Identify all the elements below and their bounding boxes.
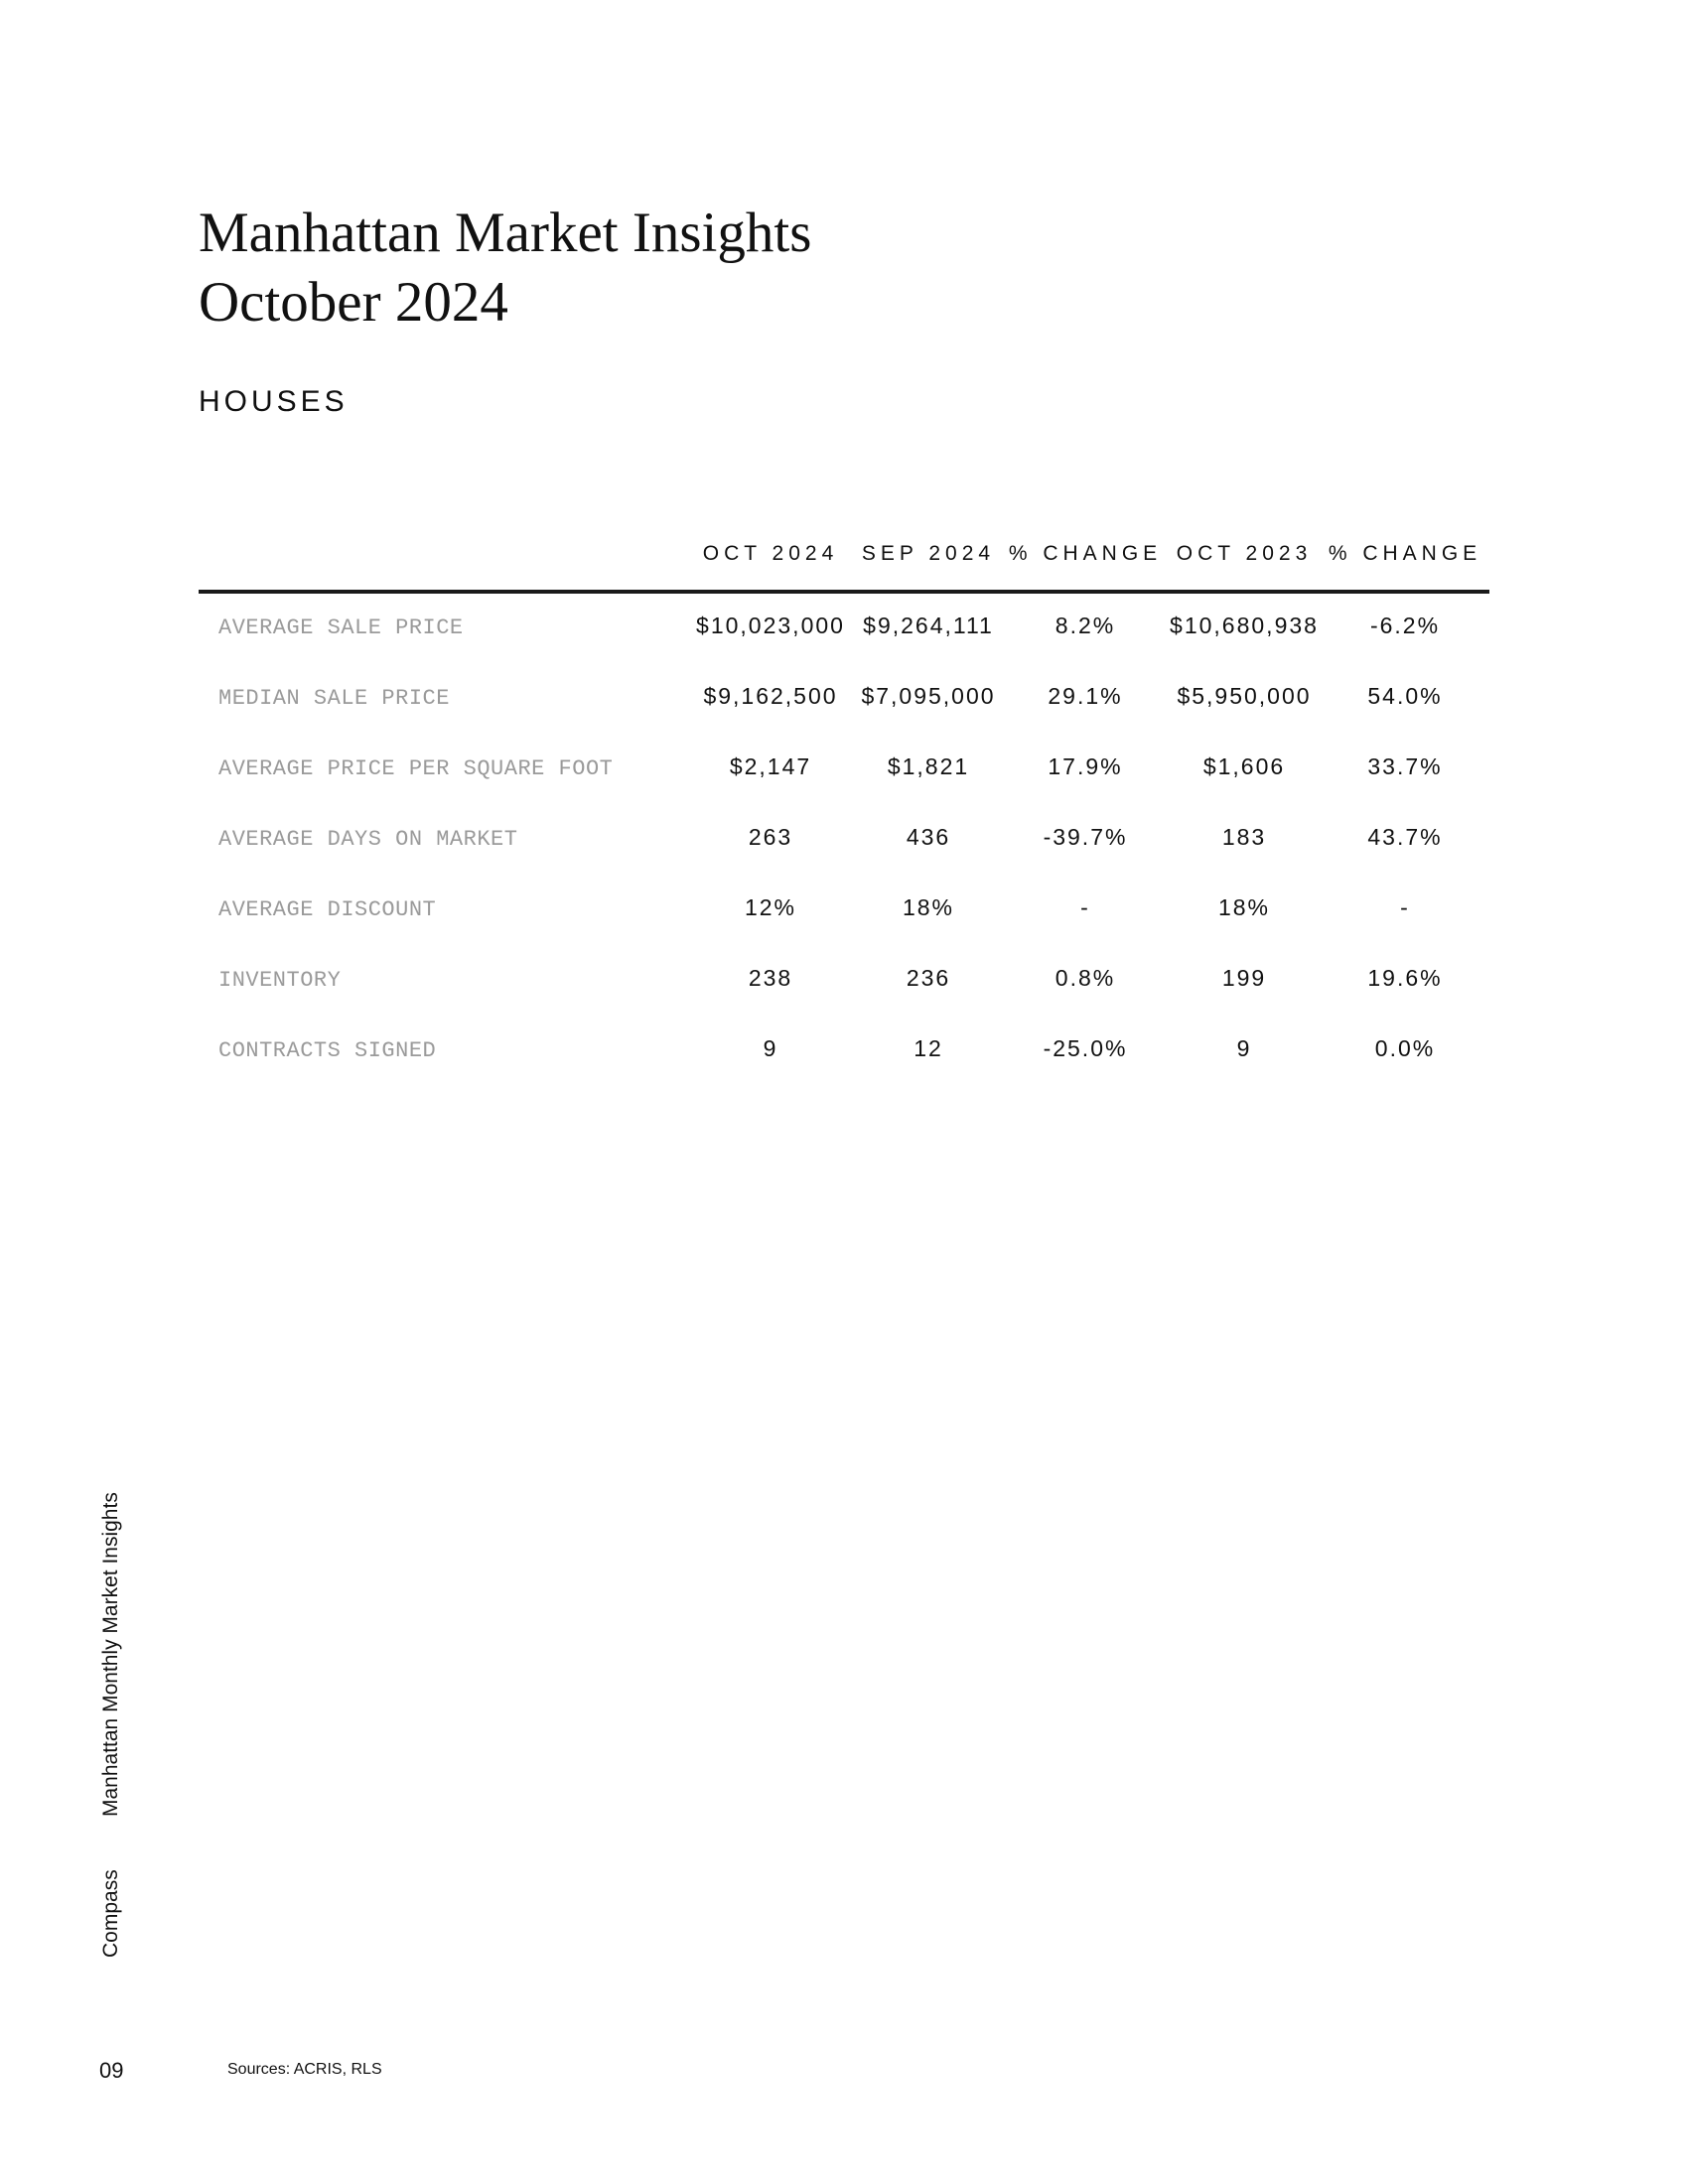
table-cell: 0.0% xyxy=(1374,1035,1436,1061)
table-cell: 43.7% xyxy=(1367,824,1443,850)
table-cell: 8.2% xyxy=(1055,613,1116,638)
vertical-sidebar xyxy=(99,1459,129,1976)
row-label: INVENTORY xyxy=(218,968,342,993)
table-cell: 238 xyxy=(748,965,793,991)
row-label: AVERAGE SALE PRICE xyxy=(218,615,464,640)
column-header-oct-2024: OCT 2024 xyxy=(702,542,839,565)
table-cell: 54.0% xyxy=(1367,683,1443,709)
table-cell: -39.7% xyxy=(1043,824,1128,850)
table-cell: $2,147 xyxy=(729,753,812,779)
table-cell: 29.1% xyxy=(1048,683,1123,709)
page-title xyxy=(199,199,811,338)
table-row xyxy=(199,946,1489,1017)
table-cell: $1,821 xyxy=(887,753,970,779)
column-header-oct-2023: OCT 2023 xyxy=(1176,542,1313,565)
table-cell: $1,606 xyxy=(1202,753,1286,779)
publication-name: Manhattan Monthly Market Insights xyxy=(99,1492,122,1817)
table-cell: 436 xyxy=(906,824,951,850)
row-label: AVERAGE PRICE PER SQUARE FOOT xyxy=(218,756,614,781)
table-cell: -6.2% xyxy=(1369,613,1441,638)
table-cell: $10,680,938 xyxy=(1170,613,1319,638)
page-title-line-2: October 2024 xyxy=(199,271,508,334)
row-label: AVERAGE DAYS ON MARKET xyxy=(218,827,518,852)
table-cell: 263 xyxy=(748,824,793,850)
page-number: 09 xyxy=(99,2058,124,2083)
column-header-change-month: % CHANGE xyxy=(1008,542,1163,565)
row-label: AVERAGE DISCOUNT xyxy=(218,897,437,922)
table-cell: $5,950,000 xyxy=(1177,683,1312,709)
column-header-change-year: % CHANGE xyxy=(1328,542,1482,565)
company-name: Compass xyxy=(99,1869,122,1958)
table-cell: $7,095,000 xyxy=(861,683,996,709)
table-cell: 183 xyxy=(1221,824,1267,850)
table-cell: 17.9% xyxy=(1048,753,1123,779)
table-row xyxy=(199,735,1489,805)
market-data-table xyxy=(199,536,1489,1087)
table-cell: 18% xyxy=(902,894,955,920)
table-cell: 12% xyxy=(744,894,797,920)
table-cell: 236 xyxy=(906,965,951,991)
table-cell: 33.7% xyxy=(1367,753,1443,779)
table-row xyxy=(199,805,1489,876)
table-cell: 9 xyxy=(763,1035,778,1061)
row-label: MEDIAN SALE PRICE xyxy=(218,686,450,711)
table-row xyxy=(199,594,1489,664)
table-row xyxy=(199,876,1489,946)
table-cell: 19.6% xyxy=(1367,965,1443,991)
table-cell: 199 xyxy=(1221,965,1267,991)
row-label: CONTRACTS SIGNED xyxy=(218,1038,437,1063)
table-cell: 12 xyxy=(914,1035,943,1061)
table-cell: 9 xyxy=(1236,1035,1252,1061)
table-cell: - xyxy=(1080,894,1090,920)
column-header-sep-2024: SEP 2024 xyxy=(861,542,996,565)
table-header xyxy=(199,536,1489,594)
page-title-line-1: Manhattan Market Insights xyxy=(199,202,812,264)
table-cell: 18% xyxy=(1217,894,1271,920)
table-cell: $10,023,000 xyxy=(696,613,845,638)
section-label: HOUSES xyxy=(199,385,349,418)
table-cell: $9,162,500 xyxy=(703,683,838,709)
table-cell: -25.0% xyxy=(1043,1035,1128,1061)
table-row xyxy=(199,1017,1489,1087)
table-cell: - xyxy=(1400,894,1410,920)
table-cell: 0.8% xyxy=(1055,965,1116,991)
table-row xyxy=(199,664,1489,735)
table-cell: $9,264,111 xyxy=(863,613,994,638)
sources-note: Sources: ACRIS, RLS xyxy=(227,2061,382,2078)
